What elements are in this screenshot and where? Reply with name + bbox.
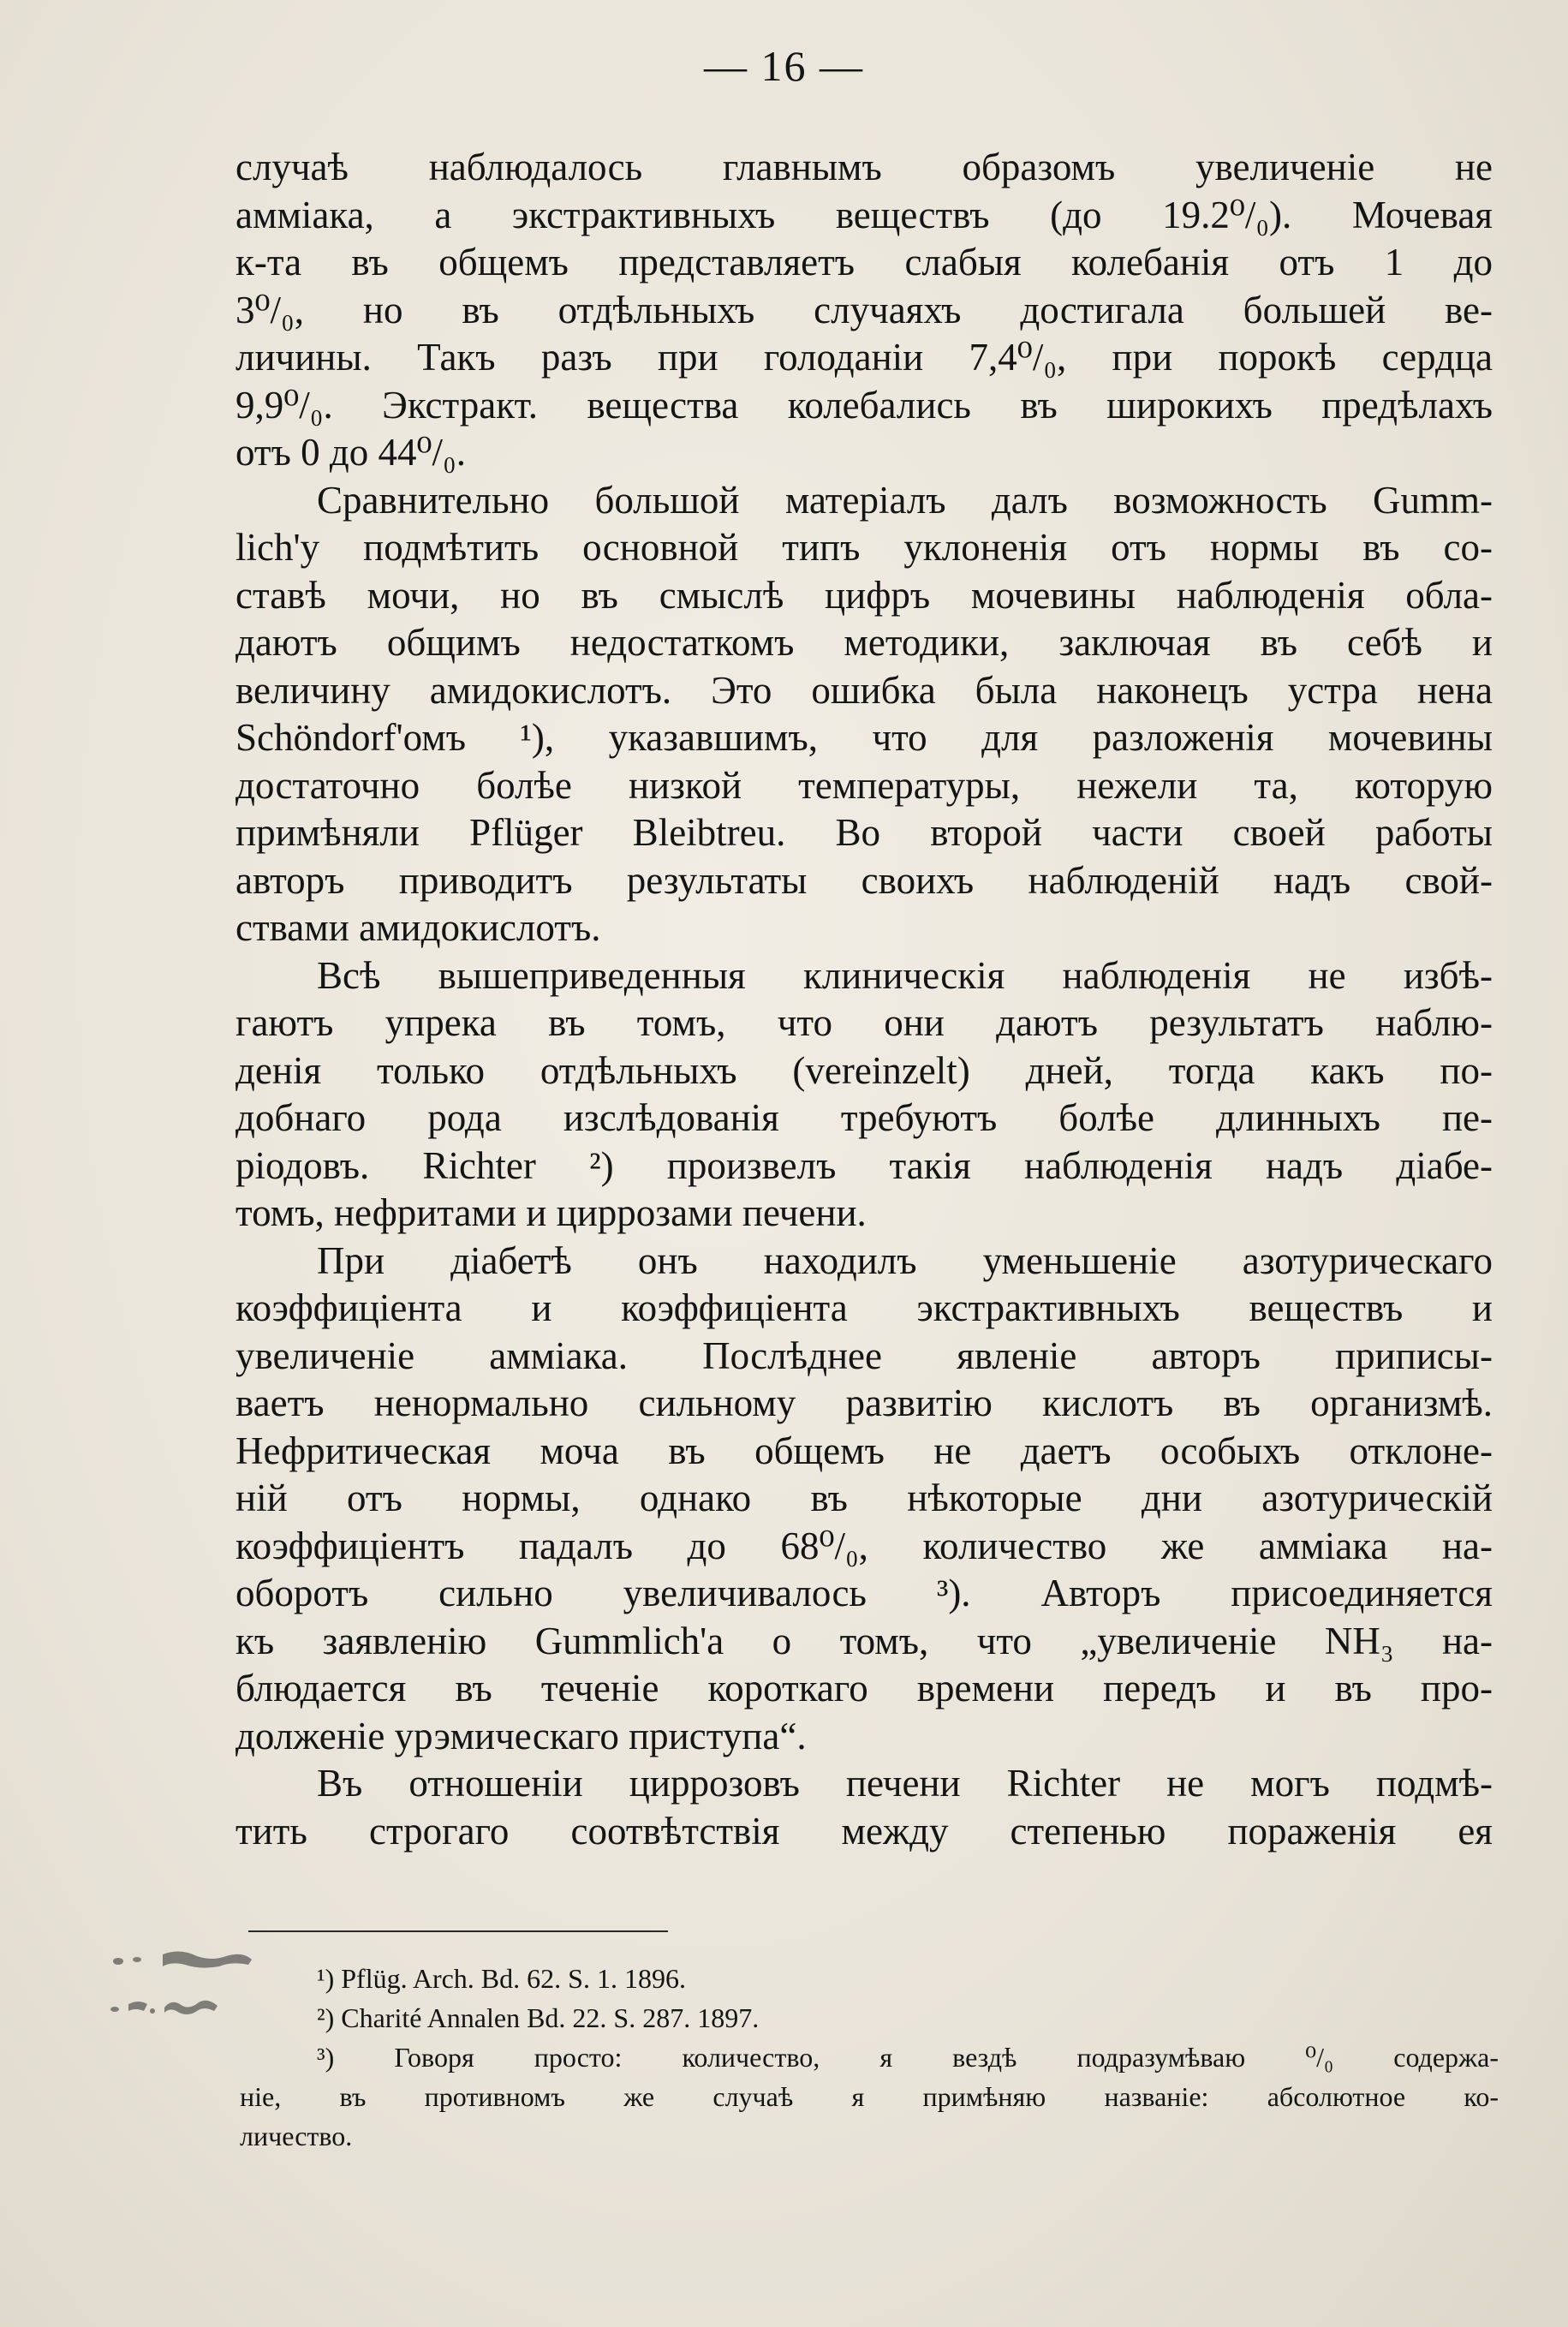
- text-line: ній отъ нормы, однако въ нѣкоторые дни азотурическій: [235, 1477, 1493, 1519]
- footnote-line: личество.: [240, 2121, 353, 2151]
- body-text: [235, 144, 1493, 1855]
- text-line: отъ 0 до 44⁰/₀.: [235, 431, 466, 474]
- text-line: тить строгаго соотвѣтствія между степенью пораженія ея: [235, 1809, 1493, 1853]
- page-number: — 16 —: [704, 42, 864, 90]
- text-line: гаютъ упрека въ томъ, что они даютъ результатъ наблю-: [235, 1001, 1493, 1044]
- text-line: амміака, а экстрактивныхъ веществъ (до 19.2⁰/₀). Мочевая: [235, 193, 1493, 236]
- text-line: даютъ общимъ недостаткомъ методики, заключая въ себѣ и: [235, 621, 1493, 664]
- footnote-separator: [248, 1930, 668, 1932]
- text-line: коэффиціента и коэффиціента экстрактивныхъ веществъ и: [235, 1286, 1493, 1329]
- text-line: добнаго рода изслѣдованія требуютъ болѣе длинныхъ пе-: [235, 1096, 1493, 1139]
- text-line: блюдается въ теченіе короткаго времени передъ и въ про-: [235, 1667, 1493, 1709]
- text-line: Сравнительно большой матеріалъ далъ возможность Gumm-: [317, 478, 1493, 522]
- text-line: увеличеніе амміака. Послѣднее явленіе авторъ приписы-: [235, 1334, 1493, 1377]
- text-line: ваетъ ненормально сильному развитію кислотъ въ организмѣ.: [235, 1381, 1493, 1424]
- footnotes: [240, 1960, 1499, 2157]
- text-line: ріодовъ. Richter ²) произвелъ такія наблюденія надъ діабе-: [235, 1143, 1493, 1187]
- text-line: Schöndorf'омъ ¹), указавшимъ, что для разложенія мочевины: [235, 716, 1493, 759]
- footnote-line: ²) Charité Annalen Bd. 22. S. 287. 1897.: [317, 2002, 760, 2033]
- text-line: ствами амидокислотъ.: [235, 906, 601, 949]
- text-line: личины. Такъ разъ при голоданіи 7,4⁰/₀, при порокѣ сердца: [235, 336, 1493, 379]
- text-line: коэффиціентъ падалъ до 68⁰/₀, количество же амміака на-: [235, 1524, 1493, 1567]
- text-line: При діабетѣ онъ находилъ уменьшеніе азотурическаго: [317, 1238, 1493, 1282]
- text-line: 9,9⁰/₀. Экстракт. вещества колебались въ широкихъ предѣлахъ: [235, 383, 1493, 427]
- text-line: оборотъ сильно увеличивалось ³). Авторъ присоединяется: [235, 1572, 1493, 1614]
- footnote-line: ніе, въ противномъ же случаѣ я примѣняю названіе: абсолютное ко-: [240, 2081, 1499, 2112]
- text-line: Всѣ вышеприведенныя клиническія наблюденія не избѣ-: [317, 953, 1493, 997]
- text-line: примѣняли Pflüger Bleibtreu. Во второй части своей работы: [235, 811, 1493, 854]
- text-line: Въ отношеніи циррозовъ печени Richter не могъ подмѣ-: [317, 1762, 1493, 1805]
- text-line: 3⁰/₀, но въ отдѣльныхъ случаяхъ достигала большей ве-: [235, 288, 1493, 331]
- text-line: Нефритическая моча въ общемъ не даетъ особыхъ отклоне-: [235, 1429, 1493, 1472]
- text-line: lich'у подмѣтить основной типъ уклоненія отъ нормы въ со-: [235, 526, 1493, 569]
- text-line: достаточно болѣе низкой температуры, нежели та, которую: [235, 763, 1493, 807]
- text-line: к-та въ общемъ представляетъ слабыя колебанія отъ 1 до: [235, 241, 1493, 283]
- text-line: ставѣ мочи, но въ смыслѣ цифръ мочевины наблюденія обла-: [235, 573, 1493, 617]
- text-line: томъ, нефритами и циррозами печени.: [235, 1191, 867, 1234]
- text-line: авторъ приводитъ результаты своихъ наблюденій надъ свой-: [235, 858, 1493, 902]
- footnote-line: ¹) Pflüg. Arch. Bd. 62. S. 1. 1896.: [317, 1963, 686, 1994]
- text-line: денія только отдѣльныхъ (vereinzelt) дней, тогда какъ по-: [235, 1048, 1493, 1092]
- text-line: къ заявленію Gummlich'а о томъ, что „увеличеніе NH₃ на-: [235, 1619, 1493, 1662]
- footnote-line: ³) Говоря просто: количество, я вездѣ подразумѣваю ⁰/₀ содержа-: [317, 2042, 1499, 2073]
- text-line: величину амидокислотъ. Это ошибка была наконецъ устра нена: [235, 668, 1493, 712]
- text-line: долженіе урэмическаго приступа“.: [235, 1714, 807, 1757]
- text-line: случаѣ наблюдалось главнымъ образомъ увеличеніе не: [235, 146, 1493, 188]
